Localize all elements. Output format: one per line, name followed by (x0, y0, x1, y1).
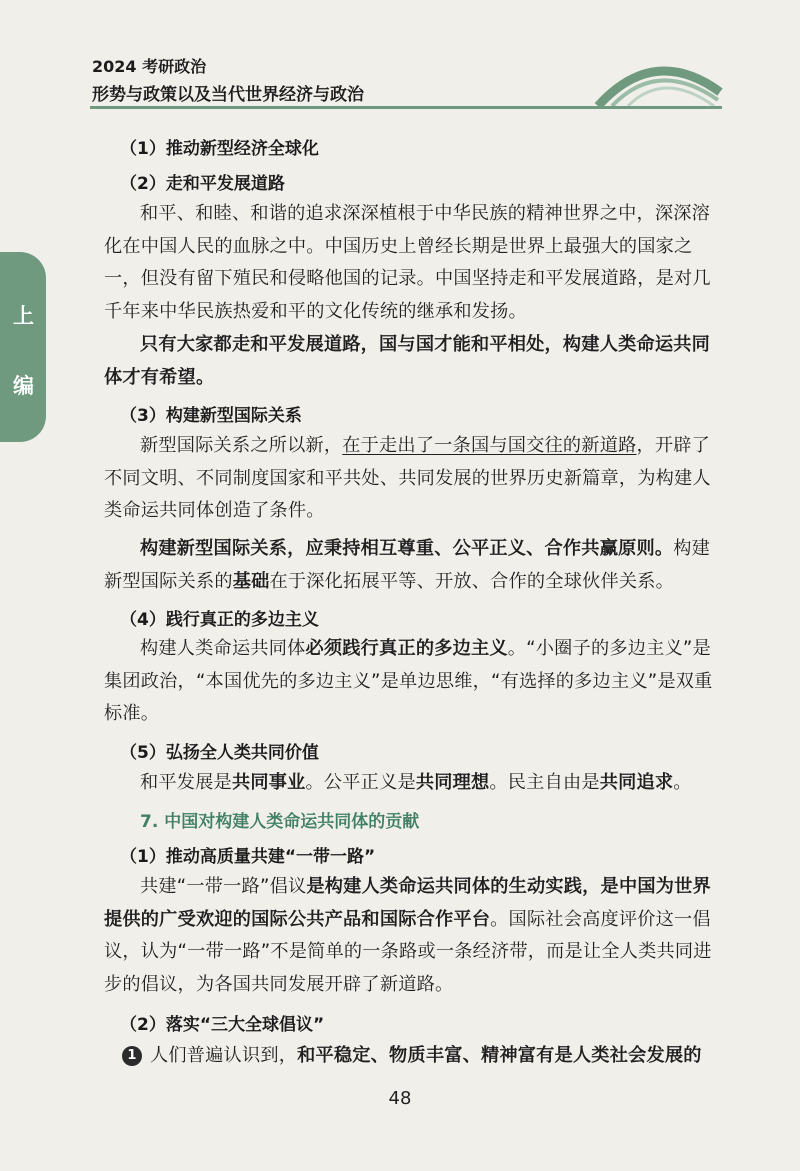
text-belt-bold: 是构建人类命运共同体的生动实践，是中国为世界提供的广受欢迎的国际公共产品和国际合作平台 (104, 876, 711, 930)
paragraph-peace-text: 和平、和睦、和谐的追求深深植根于中华民族的精神世界之中，深深溶化在中国人民的血脉之中。中国历史上曾经长期是世界上最强大的国家之一，但没有留下殖民和侵略他国的记录。中国坚持走和平发展道路，是对几千年来中华民族热爱和平的文化传统的继承和发扬。 (104, 203, 711, 322)
list-number-1: 1 (122, 1046, 142, 1066)
paragraph-only-text: 只有大家都走和平发展道路，国与国才能和平相处，构建人类命运共同体才有希望。 (104, 334, 711, 388)
text-value-2: 共同事业 (231, 772, 306, 793)
text-item1-a: 人们普遍认识到， (150, 1045, 298, 1066)
text-newrel-a: 新型国际关系之所以新， (140, 435, 343, 456)
text-belt-c: 。国际社会高度评价这一倡议，认为“一带一路”不是简单的一条路或一条经济带，而是让全人类共同进步的倡议，为各国共同发展开辟了新道路。 (104, 908, 712, 995)
header-series-title: 2024 考研政治 (92, 57, 207, 76)
heading-5: （5）弘扬全人类共同价值 (120, 743, 319, 763)
text-multi-c: 。“小圈子的多边主义”是集团政治，“本国优先的多边主义”是单边思维，“有选择的多边主义”是双重标准。 (104, 638, 713, 724)
paragraph-belt-road (104, 871, 726, 1001)
heading-7: 7. 中国对构建人类命运共同体的贡献 (140, 812, 420, 832)
heading-7-2: （2）落实“三大全球倡议” (120, 1015, 325, 1035)
text-value-6: 共同追求 (599, 772, 674, 793)
paragraph-build (104, 533, 726, 598)
paragraph-multilateral (104, 633, 726, 731)
header-rule (90, 106, 722, 109)
heading-3: （3）构建新型国际关系 (120, 406, 302, 426)
text-build-basis: 基础 (232, 570, 270, 592)
side-tab-char-1: 上 (13, 304, 34, 328)
heading-2: （2）走和平发展道路 (120, 174, 285, 194)
text-belt-a: 共建“一带一路”倡议 (140, 876, 307, 897)
text-value-7: 。 (673, 772, 692, 793)
side-tab (0, 252, 46, 442)
paragraph-values (104, 767, 726, 800)
text-build-e: 在于深化拓展平等、开放、合作的全球伙伴关系。 (269, 570, 675, 592)
page-number: 48 (388, 1088, 412, 1109)
side-tab-char-2: 编 (13, 374, 34, 398)
text-newrel-underlined: 在于走出了一条国与国交往的新道路 (342, 435, 637, 456)
paragraph-only (104, 329, 726, 394)
text-value-4: 共同理想 (415, 772, 490, 793)
header-book-title: 形势与政策以及当代世界经济与政治 (92, 85, 364, 105)
text-newrel-b: ，开辟了不同文明、不同制度国家和平共处、共同发展的世界历史新篇章，为构建人类命运共同体创造了条件。 (104, 435, 711, 521)
heading-4: （4）践行真正的多边主义 (120, 610, 319, 630)
heading-1: （1）推动新型经济全球化 (120, 139, 319, 159)
list-item-1 (122, 1040, 726, 1073)
paragraph-peace (104, 198, 726, 328)
text-multi-bold: 必须践行真正的多边主义 (305, 638, 508, 659)
header-arc-decoration (594, 48, 724, 110)
text-build-bold: 构建新型国际关系，应秉持相互尊重、公平正义、合作共赢原则。 (140, 538, 674, 559)
text-multi-a: 构建人类命运共同体 (140, 638, 306, 659)
text-value-1: 和平发展是 (140, 772, 232, 793)
text-build-c: 构建新型国际关系的 (104, 538, 711, 592)
text-value-3: 。公平正义是 (305, 772, 416, 793)
text-item1-bold: 和平稳定、物质丰富、精神富有是人类社会发展的 (297, 1045, 702, 1066)
paragraph-new-relations (104, 430, 726, 528)
text-value-5: 。民主自由是 (489, 772, 600, 793)
heading-7-1: （1）推动高质量共建“一带一路” (120, 847, 376, 867)
